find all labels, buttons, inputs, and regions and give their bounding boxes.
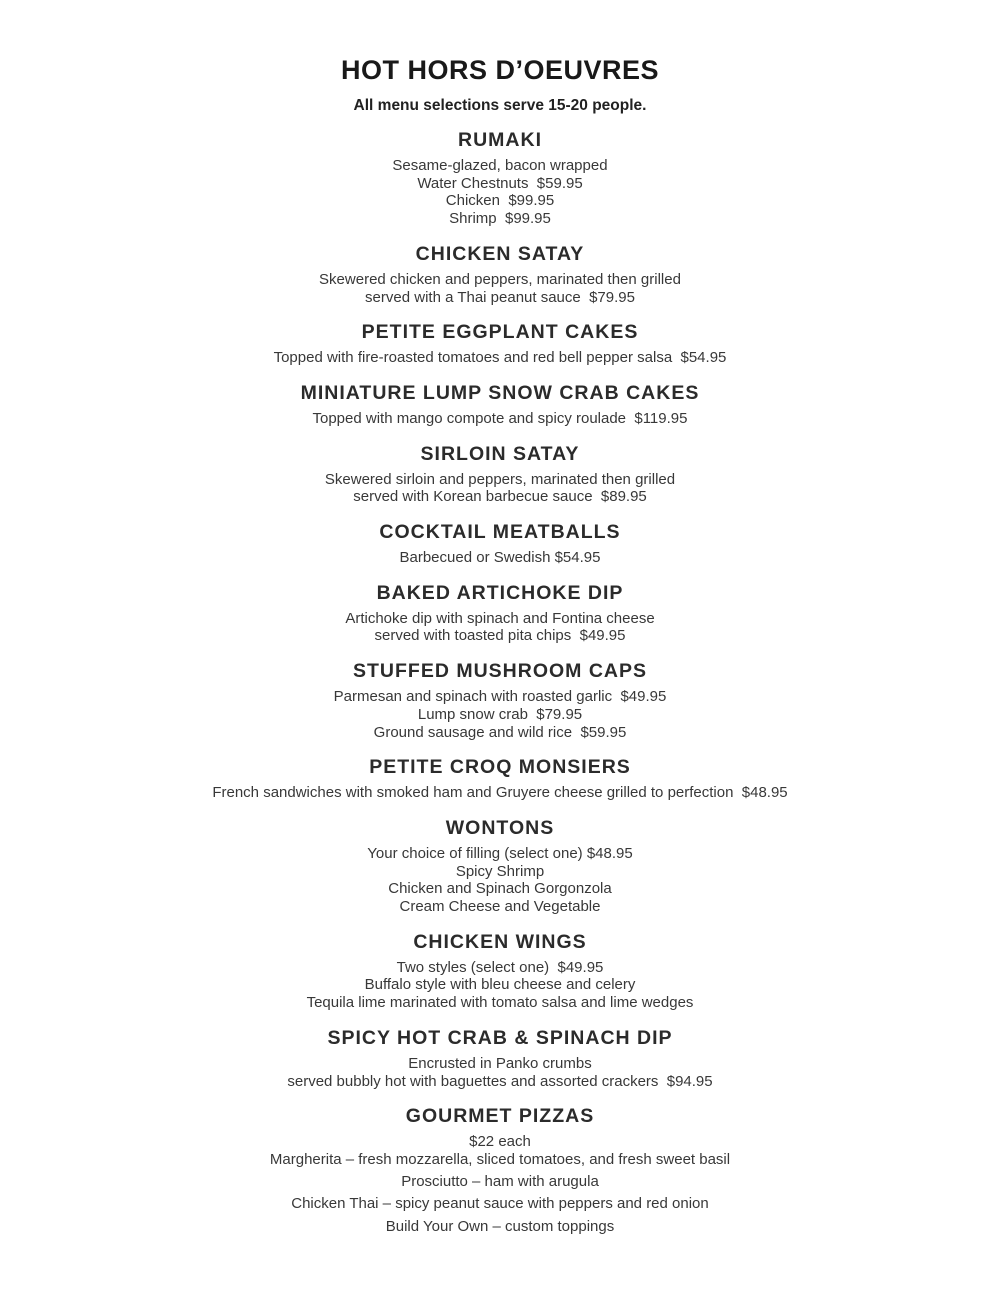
section-sirloin-satay xyxy=(40,444,960,506)
menu-item-line: French sandwiches with smoked ham and Gruyere cheese grilled to perfection $48.95 xyxy=(212,784,788,802)
menu-item-line: Chicken Thai – spicy peanut sauce with peppers and red onion xyxy=(291,1195,709,1213)
menu-item-line: Tequila lime marinated with tomato salsa and lime wedges xyxy=(306,994,694,1012)
menu-item-line: Your choice of filling (select one) $48.95 xyxy=(367,844,633,862)
menu-sections xyxy=(40,130,960,1235)
menu-section-lines xyxy=(40,688,960,741)
menu-item-line: Topped with fire-roasted tomatoes and red bell pepper salsa $54.95 xyxy=(273,349,727,367)
menu-section-lines xyxy=(40,271,960,306)
menu-section-heading: CHICKEN WINGS xyxy=(413,930,587,953)
menu-item-line: Spicy Shrimp xyxy=(455,862,545,880)
section-rumaki xyxy=(40,130,960,228)
section-stuffed-mushroom-caps xyxy=(40,661,960,741)
menu-section-heading: CHICKEN SATAY xyxy=(415,242,585,265)
menu-item-line: Chicken and Spinach Gorgonzola xyxy=(388,880,612,898)
section-miniature-lump-snow-crab-cakes xyxy=(40,383,960,428)
menu-item-line: Sesame-glazed, bacon wrapped xyxy=(392,157,608,174)
menu-item-line: Buffalo style with bleu cheese and celery xyxy=(364,976,636,994)
section-cocktail-meatballs xyxy=(40,522,960,567)
menu-item-line: Build Your Own – custom toppings xyxy=(385,1217,615,1235)
menu-section-lines xyxy=(40,549,960,567)
page-title: HOT HORS D’OEUVRES xyxy=(340,55,660,85)
menu-item-line: Shrimp $99.95 xyxy=(449,210,551,228)
menu-item-line: Encrusted in Panko crumbs xyxy=(408,1054,592,1072)
menu-section-heading: PETITE CROQ MONSIERS xyxy=(369,756,631,779)
menu-section-lines xyxy=(40,157,960,228)
section-baked-artichoke-dip xyxy=(40,583,960,645)
menu-section-lines xyxy=(40,410,960,428)
menu-item-line: Topped with mango compote and spicy roulade $119.95 xyxy=(312,409,688,427)
menu-section-heading: RUMAKI xyxy=(458,129,542,151)
menu-section-heading: MINIATURE LUMP SNOW CRAB CAKES xyxy=(300,381,700,404)
menu-item-line: Water Chestnuts $59.95 xyxy=(417,174,583,192)
menu-section-lines xyxy=(40,1133,960,1235)
menu-item-line: Skewered sirloin and peppers, marinated then grilled xyxy=(324,470,676,488)
menu-item-line: Ground sausage and wild rice $59.95 xyxy=(373,723,627,741)
menu-item-line: served with Korean barbecue sauce $89.95 xyxy=(353,488,647,506)
menu-subtitle: All menu selections serve 15-20 people. xyxy=(353,97,647,114)
menu-section-lines xyxy=(40,610,960,645)
menu-item-line: served with a Thai peanut sauce $79.95 xyxy=(365,288,635,306)
menu-item-line: served with toasted pita chips $49.95 xyxy=(374,627,626,645)
menu-item-line: served bubbly hot with baguettes and assorted crackers $94.95 xyxy=(287,1072,713,1090)
menu-section-heading: PETITE EGGPLANT CAKES xyxy=(361,321,639,344)
menu-item-line: Artichoke dip with spinach and Fontina cheese xyxy=(345,609,655,627)
menu-section-heading: BAKED ARTICHOKE DIP xyxy=(376,581,624,604)
menu-section-heading: SPICY HOT CRAB & SPINACH DIP xyxy=(327,1026,673,1049)
section-chicken-wings xyxy=(40,932,960,1012)
menu-item-line: Lump snow crab $79.95 xyxy=(417,705,583,723)
menu-section-lines xyxy=(40,959,960,1012)
menu-item-line: $22 each xyxy=(469,1133,531,1151)
menu-item-line: Chicken $99.95 xyxy=(445,192,555,210)
menu-section-lines xyxy=(40,349,960,367)
menu-item-line: Barbecued or Swedish $54.95 xyxy=(399,549,601,567)
menu-section-heading: STUFFED MUSHROOM CAPS xyxy=(353,660,647,683)
menu-section-lines xyxy=(40,471,960,506)
menu-item-line: Prosciutto – ham with arugula xyxy=(401,1173,599,1191)
section-petite-croq-monsiers xyxy=(40,757,960,802)
section-chicken-satay xyxy=(40,244,960,306)
menu-item-line: Skewered chicken and peppers, marinated then grilled xyxy=(319,270,681,288)
menu-item-line: Parmesan and spinach with roasted garlic $49.95 xyxy=(333,688,667,706)
menu-section-heading: GOURMET PIZZAS xyxy=(405,1105,595,1128)
menu-item-line: Cream Cheese and Vegetable xyxy=(399,898,601,916)
menu-section-heading: COCKTAIL MEATBALLS xyxy=(379,521,621,544)
section-wontons xyxy=(40,818,960,916)
menu-section-heading: SIRLOIN SATAY xyxy=(420,442,580,465)
section-spicy-hot-crab-spinach-dip xyxy=(40,1028,960,1090)
section-petite-eggplant-cakes xyxy=(40,322,960,367)
menu-section-lines xyxy=(40,845,960,916)
menu-section-lines xyxy=(40,1055,960,1090)
section-gourmet-pizzas xyxy=(40,1106,960,1235)
menu-section-heading: WONTONS xyxy=(445,816,555,839)
menu-section-lines xyxy=(40,784,960,802)
menu-item-line: Two styles (select one) $49.95 xyxy=(396,958,604,976)
menu-item-line: Margherita – fresh mozzarella, sliced tomatoes, and fresh sweet basil xyxy=(269,1150,731,1168)
